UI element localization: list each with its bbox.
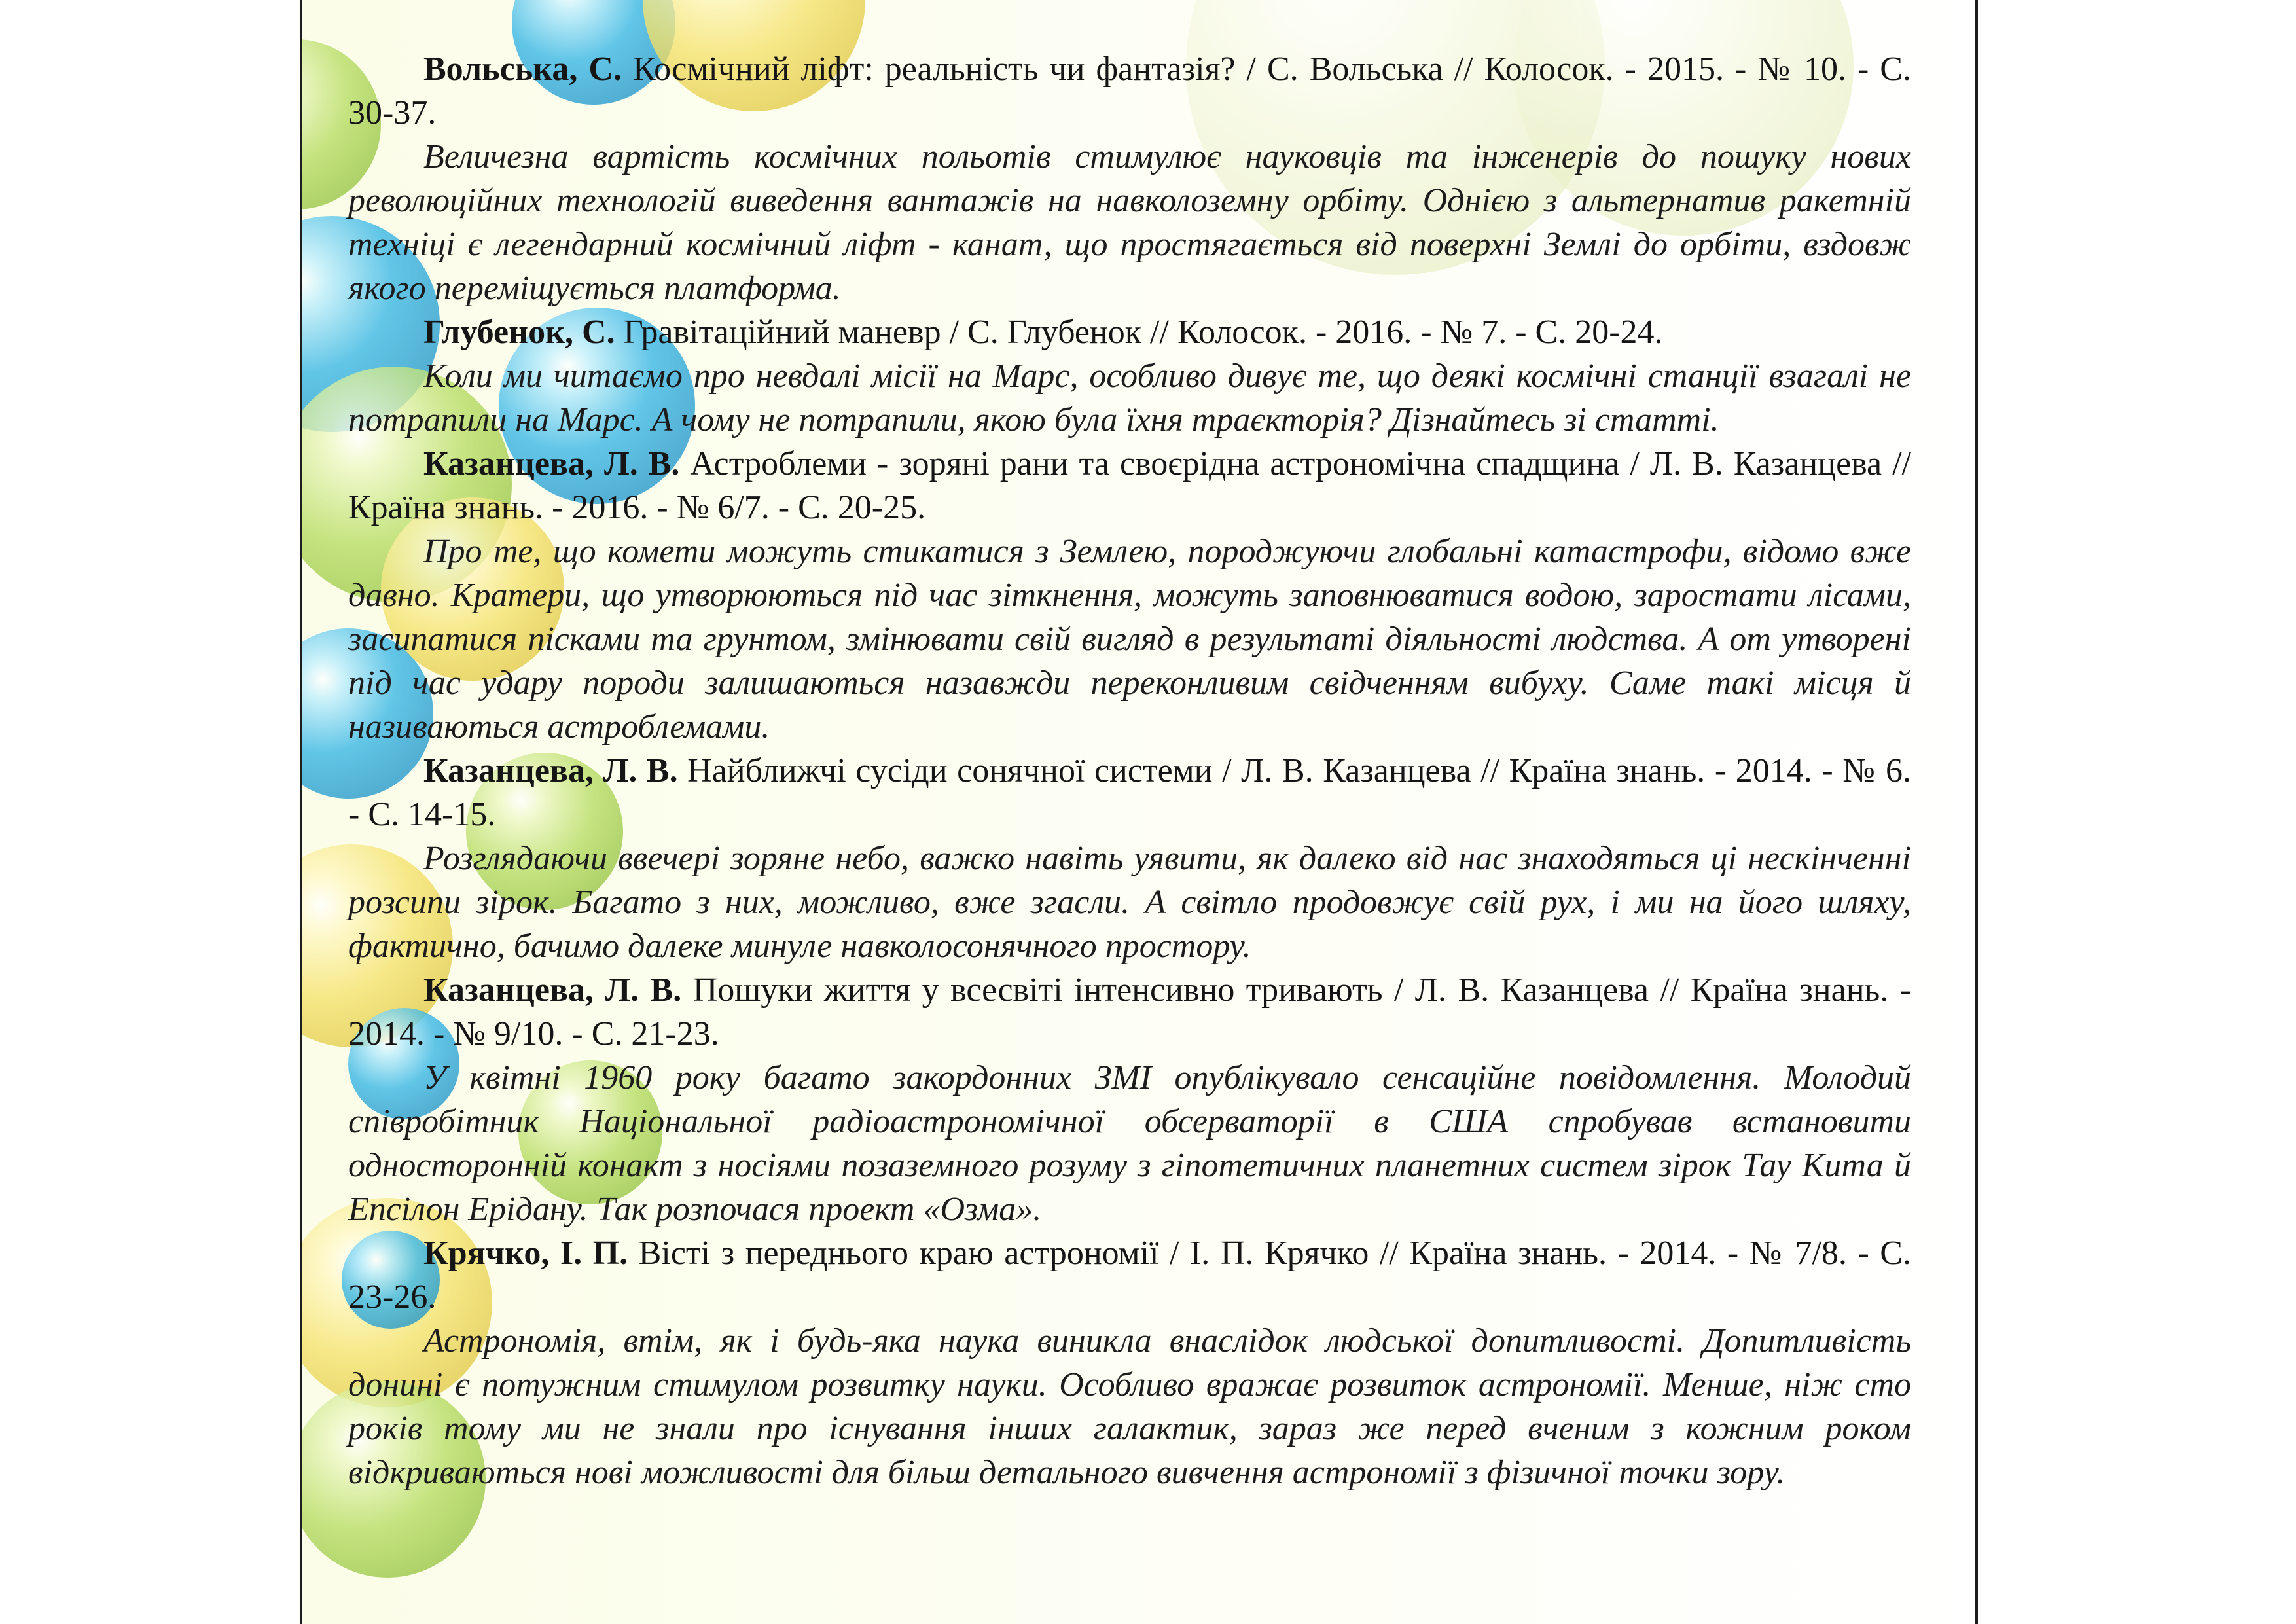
entry-author: Казанцева, Л. В. xyxy=(423,752,678,789)
entry-reference: Астроблеми - зоряні рани та своєрідна астрономічна спадщина / Л. В. Казанцева // Країна знань. - 2016. - № 6/7. - С. 20-25. xyxy=(348,445,1911,526)
entry-reference: Космічний ліфт: реальність чи фантазія? / С. Вольська // Колосок. - 2015. - № 10. - С. 30-37. xyxy=(348,50,1911,132)
entry-reference: Гравітаційний маневр / С. Глубенок // Колосок. - 2016. - № 7. - С. 20-24. xyxy=(615,314,1663,351)
entry-citation xyxy=(348,1231,1911,1319)
page-border-left xyxy=(300,0,302,1624)
entry-annotation: Про те, що комети можуть стикатися з Землею, породжуючи глобальні катастрофи, відомо вже давно. Кратери, що утворюються під час зіткнення, можуть заповнюватися водою, заростати лісами, засипатися пісками та грунтом, змінювати свій вигляд в результаті діяльності людства. А от утворені під час удару породи залишаються назавжди переконливим свідченням вибуху. Саме такі місця й називаються астроблемами. xyxy=(348,533,1911,746)
page-border-right xyxy=(1975,0,1978,1624)
entry-citation xyxy=(348,968,1911,1056)
bibliography-entry xyxy=(348,749,1911,968)
entry-annotation: Астрономія, втім, як і будь-яка наука виникла внаслідок людської допитливості. Допитливість донині є потужним стимулом розвитку науки. Особливо вражає розвиток астрономії. Менше, ніж сто років тому ми не знали про існування інших галактик, зараз же перед вченим з кожним роком відкриваються нові можливості для більш детального вивчення астрономії з фізичної точки зору. xyxy=(348,1322,1911,1491)
entry-reference: Вісті з переднього краю астрономії / І. П. Крячко // Країна знань. - 2014. - № 7/8. - С. 23-26. xyxy=(348,1235,1911,1316)
entry-reference: Найближчі сусіди сонячної системи / Л. В. Казанцева // Країна знань. - 2014. - № 6. - С. 14-15. xyxy=(348,752,1911,833)
entry-citation xyxy=(348,47,1911,135)
bibliography-entry xyxy=(348,442,1911,749)
bibliography-list xyxy=(348,47,1911,1494)
entry-author: Казанцева, Л. В. xyxy=(423,445,680,482)
entry-annotation: Коли ми читаємо про невдалі місії на Марс, особливо дивує те, що деякі космічні станції взагалі не потрапили на Марс. А чому не потрапили, якою була їхня траєкторія? Дізнайтесь зі статті. xyxy=(348,357,1911,439)
bibliography-entry xyxy=(348,310,1911,442)
entry-annotation: Величезна вартість космічних польотів стимулює науковців та інженерів до пошуку нових революційних технологій виведення вантажів на навколоземну орбіту. Однією з альтернатив ракетній техніці є легендарний космічний ліфт - канат, що простягається від поверхні Землі до орбіти, вздовж якого переміщується платформа. xyxy=(348,138,1911,307)
entry-author: Крячко, І. П. xyxy=(423,1235,628,1272)
bibliography-entry xyxy=(348,47,1911,310)
entry-reference: Пошуки життя у всесвіті інтенсивно тривають / Л. В. Казанцева // Країна знань. - 2014. - № 9/10. - С. 21-23. xyxy=(348,971,1911,1053)
bibliography-entry xyxy=(348,1231,1911,1494)
entry-author: Глубенок, С. xyxy=(423,314,615,351)
entry-citation xyxy=(348,442,1911,530)
entry-author: Казанцева, Л. В. xyxy=(423,971,682,1009)
bibliography-entry xyxy=(348,968,1911,1231)
entry-citation xyxy=(348,749,1911,837)
entry-citation xyxy=(348,310,1911,354)
entry-author: Вольська, С. xyxy=(423,50,622,88)
entry-annotation: У квітні 1960 року багато закордонних ЗМІ опублікувало сенсаційне повідомлення. Молодий співробітник Національної радіоастрономічної обсерваторії в США спробував встановити односторонній конакт з носіями позаземного розуму з гіпотетичних планетних систем зірок Тау Кита й Епсілон Ерідану. Так розпочася проект «Озма». xyxy=(348,1059,1911,1228)
entry-annotation: Розглядаючи ввечері зоряне небо, важко навіть уявити, як далеко від нас знаходяться ці нескінченні розсипи зірок. Багато з них, можливо, вже згасли. А світло продовжує свій рух, і ми на його шляху, фактично, бачимо далеке минуле навколосонячного простору. xyxy=(348,840,1911,965)
